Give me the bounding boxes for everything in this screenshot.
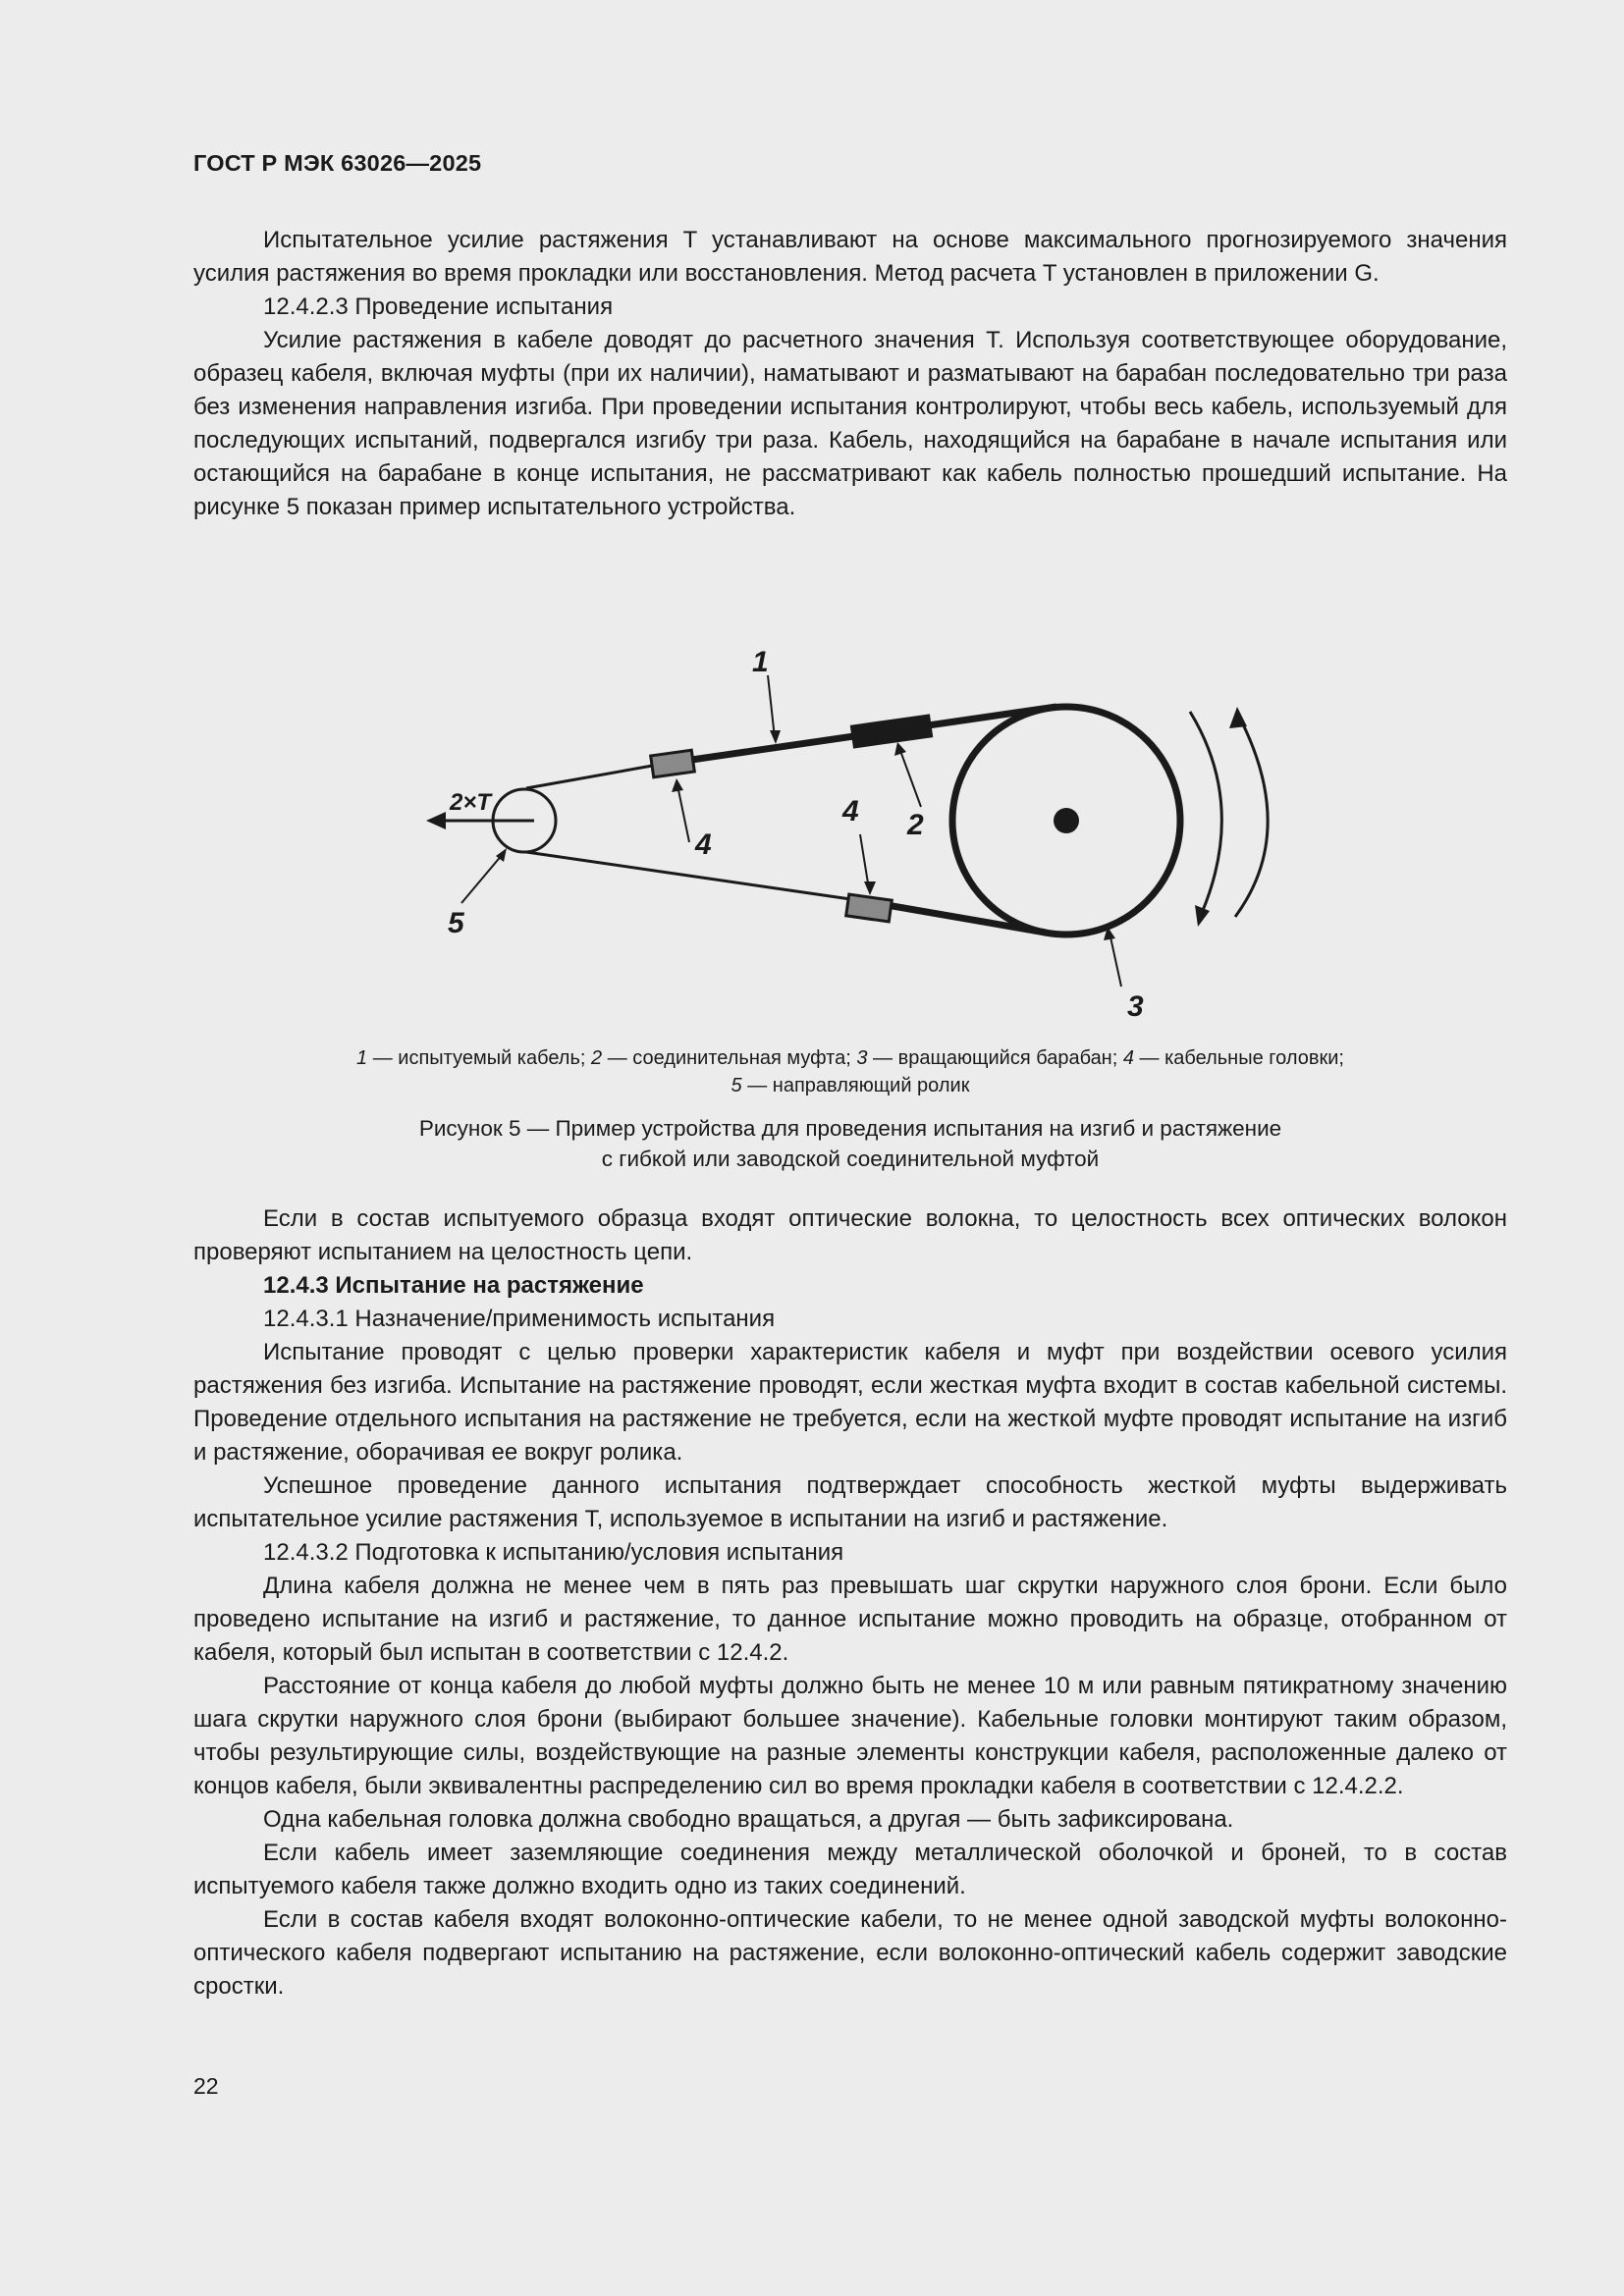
legend-number: 5 bbox=[731, 1075, 742, 1096]
caption-line: Рисунок 5 — Пример устройства для проведения испытания на изгиб и растяжение bbox=[418, 1116, 1282, 1141]
label-head-upper: 4 bbox=[695, 828, 712, 861]
legend-number: 3 bbox=[856, 1047, 868, 1069]
legend-text: — испытуемый кабель; bbox=[367, 1047, 592, 1069]
drum-axle bbox=[1054, 808, 1079, 833]
rotation-arrow-inner bbox=[1195, 905, 1210, 927]
legend-line-2 bbox=[193, 1072, 1507, 1099]
cable-head-lower bbox=[846, 894, 893, 922]
legend-number: 4 bbox=[1122, 1047, 1134, 1069]
section-heading: 12.4.3 Испытание на растяжение bbox=[263, 1272, 644, 1299]
figure-5-diagram bbox=[412, 638, 1296, 1031]
label-head-lower: 4 bbox=[842, 795, 859, 828]
cable-upper-thin bbox=[526, 765, 658, 788]
legend-text: — соединительная муфта; bbox=[602, 1047, 857, 1069]
legend-line-1 bbox=[193, 1044, 1507, 1072]
leader-4-upper bbox=[677, 785, 689, 842]
paragraph: Если кабель имеет заземляющие соединения между металлической оболочкой и броней, то в состав испытуемого кабеля также должно входить одно из таких соединений. bbox=[193, 1840, 1507, 1899]
leader-1 bbox=[768, 675, 775, 738]
legend-number: 2 bbox=[591, 1047, 603, 1069]
paragraph: Испытательное усилие растяжения T устанавливают на основе максимального прогнозируемого значения усилия растяжения во время прокладки или восстановления. Метод расчета T установлен в приложении G. bbox=[193, 227, 1507, 287]
label-cable: 1 bbox=[752, 646, 769, 678]
leader-2 bbox=[899, 748, 921, 807]
coupling-sleeve bbox=[851, 716, 932, 748]
paragraph: Успешное проведение данного испытания подтверждает способность жесткой муфты выдерживать испытательное усилие растяжения T, используемое в испытании на изгиб и растяжение. bbox=[193, 1472, 1507, 1532]
legend-text: — кабельные головки; bbox=[1133, 1047, 1344, 1069]
standard-header: ГОСТ Р МЭК 63026—2025 bbox=[193, 150, 482, 176]
label-coupling: 2 bbox=[907, 809, 924, 841]
subsection-heading: 12.4.3.2 Подготовка к испытанию/условия испытания bbox=[263, 1539, 844, 1566]
rotation-arrow-outer bbox=[1229, 707, 1247, 728]
main-section bbox=[193, 1202, 1507, 2003]
legend-text: — направляющий ролик bbox=[741, 1075, 970, 1096]
caption-line: с гибкой или заводской соединительной муфтой bbox=[601, 1147, 1100, 1171]
intro-section bbox=[193, 224, 1507, 524]
paragraph: Одна кабельная головка должна свободно вращаться, а другая — быть зафиксирована. bbox=[263, 1806, 1234, 1833]
rotation-arc-outer bbox=[1235, 724, 1268, 917]
force-arrow-head bbox=[426, 812, 446, 829]
leader-5 bbox=[461, 854, 503, 903]
paragraph: Усилие растяжения в кабеле доводят до расчетного значения T. Используя соответствующее оборудование, образец кабеля, включая муфты (при их наличии), наматывают и разматывают на барабан последовательно три раза без изменения направления изгиба. При проведении испытания контролируют, чтобы весь кабель, используемый для последующих испытаний, подвергался изгибу три раза. Кабель, находящийся на барабане в начале испытания или остающийся на барабане в конце испытания, не рассматривают как кабель полностью прошедший испытание. На рисунке 5 показан пример испытательного устройства. bbox=[193, 327, 1507, 520]
subsection-heading: 12.4.3.1 Назначение/применимость испытания bbox=[263, 1306, 776, 1332]
paragraph: Испытание проводят с целью проверки характеристик кабеля и муфт при воздействии осевого усилия растяжения без изгиба. Испытание на растяжение проводят, если жесткая муфта входит в состав кабельной системы. Проведение отдельного испытания на растяжение не требуется, если на жесткой муфте проводят испытание на изгиб и растяжение, оборачивая ее вокруг ролика. bbox=[193, 1339, 1507, 1466]
paragraph: Если в состав испытуемого образца входят оптические волокна, то целостность всех оптических волокон проверяют испытанием на целостность цепи. bbox=[193, 1205, 1507, 1265]
legend-text: — вращающийся барабан; bbox=[867, 1047, 1123, 1069]
label-drum: 3 bbox=[1127, 990, 1144, 1023]
label-roller: 5 bbox=[448, 907, 464, 939]
force-label: 2×T bbox=[450, 789, 492, 816]
paragraph: Расстояние от конца кабеля до любой муфты должно быть не менее 10 м или равным пятикратному значению шага скрутки наружного слоя брони (выбирают большее значение). Кабельные головки монтируют таким образом, чтобы результирующие силы, воздействующие на разные элементы конструкции кабеля, расположенные далеко от концов кабеля, были эквивалентны распределению сил во время прокладки кабеля в соответствии с 12.4.2.2. bbox=[193, 1673, 1507, 1799]
figure-caption bbox=[193, 1113, 1507, 1174]
paragraph: Длина кабеля должна не менее чем в пять раз превышать шаг скрутки наружного слоя брони. Если было проведено испытание на изгиб и растяжение, то данное испытание можно проводить на образце, отобранном от кабеля, который был испытан в соответствии с 12.4.2. bbox=[193, 1573, 1507, 1666]
leader-3 bbox=[1110, 933, 1121, 987]
page-number: 22 bbox=[193, 2073, 219, 2099]
subsection-heading: 12.4.2.3 Проведение испытания bbox=[263, 294, 614, 320]
figure-legend bbox=[193, 1044, 1507, 1099]
leader-4-lower bbox=[860, 834, 869, 889]
legend-number: 1 bbox=[356, 1047, 368, 1069]
cable-head-upper bbox=[651, 750, 695, 777]
paragraph: Если в состав кабеля входят волоконно-оптические кабели, то не менее одной заводской муфты волоконно-оптического кабеля подвергают испытанию на растяжение, если волоконно-оптический кабель содержит заводские сростки. bbox=[193, 1906, 1507, 2000]
rotation-arc-inner bbox=[1190, 712, 1221, 913]
